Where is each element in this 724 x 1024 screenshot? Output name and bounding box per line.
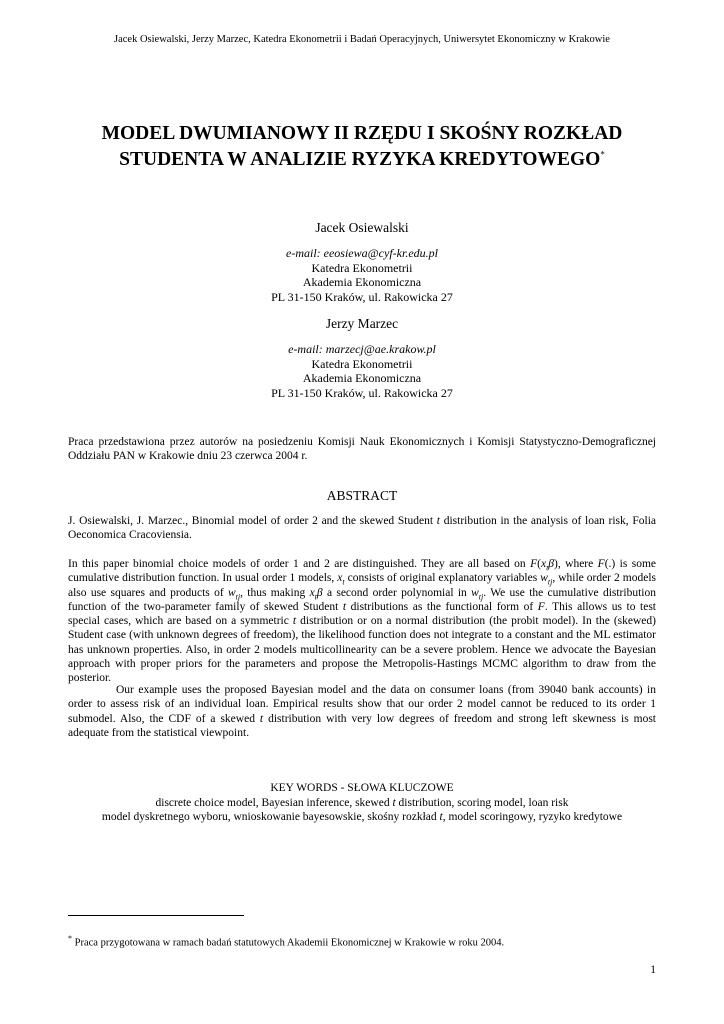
text-run: distribution, scoring model, loan risk [395, 796, 569, 809]
text-run: , model scoringowy, ryzyko kredytowe [442, 811, 623, 823]
math-t: t [439, 811, 443, 823]
math-x: x [309, 586, 315, 599]
abstract-heading: ABSTRACT [326, 488, 398, 503]
math-t: t [259, 712, 264, 725]
abstract-paragraph-2 [68, 683, 656, 740]
author-name: Jerzy Marzec [325, 316, 399, 331]
math-F: F [537, 600, 545, 613]
text-run: , thus making [240, 586, 310, 599]
text-run: ), where [554, 558, 598, 570]
math-x: x [540, 558, 547, 570]
text-run: model dyskretnego wyboru, wnioskowanie bayesowskie, skośny rozkład [101, 811, 440, 823]
text-run: a second order polynomial in [322, 586, 472, 599]
citation-text: J. Osiewalski, J. Marzec., Binomial model of order 2 and the skewed Student [68, 515, 437, 527]
author-email: e-mail: eeosiewa@cyf-kr.edu.pl [286, 246, 438, 260]
running-head: Jacek Osiewalski, Jerzy Marzec, Katedra Ekonometrii i Badań Operacyjnych, Uniwersytet Ekonomiczny w Krakowie [114, 34, 610, 45]
keywords-polish [40, 810, 684, 825]
text-run: consists of original explanatory variables [344, 572, 541, 585]
text-run: distributions as the functional form of [346, 600, 538, 613]
text-run: distribution with very low degrees of freedom and strong left skewness is most adequate from the statistical viewpoint. [68, 712, 657, 739]
text-run: Our example uses the proposed Bayesian model and the data on consumer loans (from 39040 bank accounts) in order to assess risk of an individual loan. Empirical results show that our order 2 model cannot be reduced to its order 1 submodel. Also, the CDF of a skewed [68, 684, 656, 725]
math-t: t [392, 796, 396, 809]
keywords-english [40, 796, 684, 811]
text-run: In this paper binomial choice models of order 1 and 2 are distinguished. They are all based on [68, 558, 531, 570]
author-department: Katedra Ekonometrii [311, 356, 413, 371]
math-sub: t [342, 577, 345, 587]
paper-title [90, 121, 634, 173]
author-institution: Akademia Ekonomiczna [302, 275, 422, 289]
math-sub: t [546, 563, 549, 573]
text-run: . This allows us to test special cases, which are based on a symmetric [68, 600, 656, 628]
title-footnote-marker: * [600, 149, 605, 160]
presentation-note: Praca przedstawiona przez autorów na posiedzeniu Komisji Nauk Ekonomicznych i Komisji Statystyczno-Demograficznej Oddziału PAN w Krakowie dniu 23 czerwca 2004 r. [68, 436, 656, 463]
math-x: x [337, 572, 343, 585]
math-sub: tj [478, 591, 484, 601]
abstract-paragraph-1: In this paper binomial choice models of order 1 and 2 are distinguished. They are all based on $F(x_t\beta)$, where F(.) is some cumulative distribution function. In usual order 1 models, $x_t$ consists of original explanatory variables $w_{tj}$, while order 2 models also use squares and products of $w_{tj}$, thus making $x_t\beta$ a second order polynomial in $w_{tj}$. We use the cumulative distribution function of the two-parameter family of skewed Student t distributions as the functional form of F. This allows us to test special cases, which are based on a symmetric t distribution or on a normal distribution (the probit model). In the (skewed) Student case (with unknown degrees of freedom), the likelihood function does not integrate to a constant and the ML estimator has unknown properties. Also, in order 2 models multicollinearity can be a severe problem. Hence we advocate the Bayesian approach with proper priors for the parameters and propose the Metropolis-Hastings MCMC algorithm to draw from the posterior. [68, 558, 656, 685]
author-address: PL 31-150 Kraków, ul. Rakowicka 27 [271, 385, 453, 400]
math-F: F [530, 558, 538, 570]
math-t: t [342, 600, 347, 613]
text-run: , while order 2 models also use squares and products of [68, 572, 656, 599]
author-block-1 [0, 219, 724, 304]
math-beta: β [316, 586, 323, 599]
citation-text-end: distribution in the analysis of loan risk, Folia Oeconomica Cracoviensia. [68, 515, 657, 542]
citation-t: t [436, 515, 440, 527]
footnote [68, 934, 656, 949]
math-t: t [292, 615, 297, 628]
text-run: (.) is some cumulative distribution function. In usual order 1 models, [68, 558, 656, 585]
math-F: F [597, 558, 605, 570]
math-sub: tj [235, 591, 241, 601]
author-institution: Akademia Ekonomiczna [302, 371, 422, 385]
footnote-text: Praca przygotowana w ramach badań statutowych Akademii Ekonomicznej w Krakowie w roku 2004. [72, 937, 505, 949]
paper-title-text: MODEL DWUMIANOWY II RZĘDU I SKOŚNY ROZKŁAD STUDENTA W ANALIZIE RYZYKA KREDYTOWEGO [101, 123, 623, 170]
author-email: e-mail: marzecj@ae.krakow.pl [288, 342, 436, 356]
author-name: Jacek Osiewalski [315, 220, 409, 235]
math-w: w [471, 586, 479, 599]
author-block-2 [0, 315, 724, 400]
text-run: . We use the cumulative distribution function of the two-parameter family of skewed Student [68, 586, 656, 613]
text-run: distribution or on a normal distribution (the probit model). In the (skewed) Student case (with unknown degrees of freedom), the likelihood function does not integrate to a constant and the ML estimator has unknown properties. Also, in order 2 models multicollinearity can be a severe problem. Hence we advocate the Bayesian approach with proper priors for the parameters and propose the Metropolis-Hastings MCMC algorithm to draw from the posterior. [68, 615, 656, 685]
math-sub: tj [547, 577, 553, 587]
math-sub: t [314, 591, 317, 601]
footnote-rule [68, 915, 244, 916]
author-department: Katedra Ekonometrii [311, 260, 413, 275]
text-run: discrete choice model, Bayesian inference, skewed [155, 796, 393, 809]
keywords-heading: KEY WORDS - SŁOWA KLUCZOWE [270, 782, 454, 794]
math-w: w [540, 572, 548, 585]
abstract-citation [68, 514, 656, 543]
footnote-marker: * [68, 934, 72, 943]
author-address: PL 31-150 Kraków, ul. Rakowicka 27 [271, 289, 453, 304]
page-number: 1 [650, 964, 656, 976]
math-w: w [227, 586, 236, 599]
keywords-block [40, 781, 684, 825]
math-beta: β [548, 558, 555, 570]
